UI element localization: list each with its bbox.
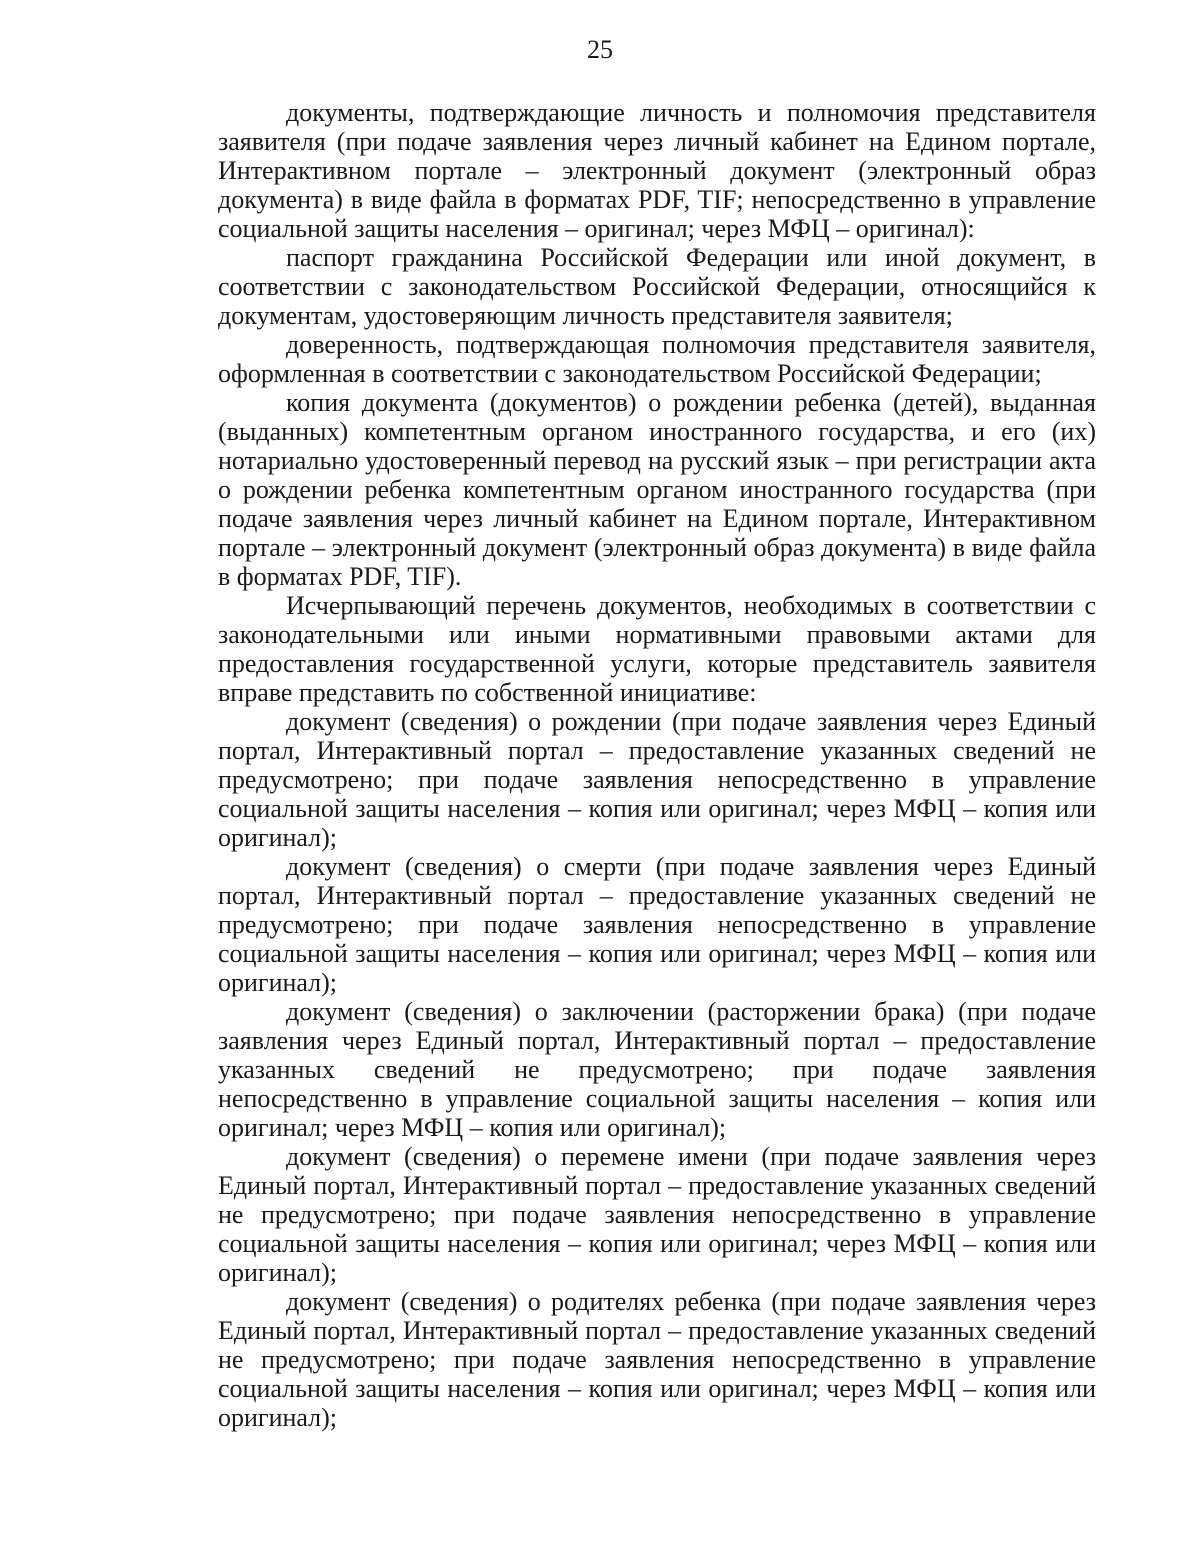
paragraph: документ (сведения) о родителях ребенка (при подаче заявления через Единый портал, Интерактивный портал – предоставление указанных сведений не предусмотрено; при подаче заявления непосредственно в управление социальной защиты населения – копия или оригинал; через МФЦ – копия или оригинал); [218, 1287, 1096, 1432]
document-body [218, 98, 1096, 1432]
paragraph: документ (сведения) о заключении (расторжении брака) (при подаче заявления через Единый портал, Интерактивный портал – предоставление указанных сведений не предусмотрено; при подаче заявления непосредственно в управление социальной защиты населения – копия или оригинал; через МФЦ – копия или оригинал); [218, 997, 1096, 1142]
paragraph: документы, подтверждающие личность и полномочия представителя заявителя (при подаче заявления через личный кабинет на Едином портале, Интерактивном портале – электронный документ (электронный образ документа) в виде файла в форматах PDF, TIF; непосредственно в управление социальной защиты населения – оригинал; через МФЦ – оригинал): [218, 98, 1096, 243]
paragraph: документ (сведения) о рождении (при подаче заявления через Единый портал, Интерактивный портал – предоставление указанных сведений не предусмотрено; при подаче заявления непосредственно в управление социальной защиты населения – копия или оригинал; через МФЦ – копия или оригинал); [218, 707, 1096, 852]
paragraph: документ (сведения) о смерти (при подаче заявления через Единый портал, Интерактивный портал – предоставление указанных сведений не предусмотрено; при подаче заявления непосредственно в управление социальной защиты населения – копия или оригинал; через МФЦ – копия или оригинал); [218, 852, 1096, 997]
paragraph: копия документа (документов) о рождении ребенка (детей), выданная (выданных) компетентным органом иностранного государства, и его (их) нотариально удостоверенный перевод на русский язык – при регистрации акта о рождении ребенка компетентным органом иностранного государства (при подаче заявления через личный кабинет на Едином портале, Интерактивном портале – электронный документ (электронный образ документа) в виде файла в форматах PDF, TIF). [218, 388, 1096, 591]
paragraph: документ (сведения) о перемене имени (при подаче заявления через Единый портал, Интерактивный портал – предоставление указанных сведений не предусмотрено; при подаче заявления непосредственно в управление социальной защиты населения – копия или оригинал; через МФЦ – копия или оригинал); [218, 1142, 1096, 1287]
paragraph: доверенность, подтверждающая полномочия представителя заявителя, оформленная в соответствии с законодательством Российской Федерации; [218, 330, 1096, 388]
paragraph: Исчерпывающий перечень документов, необходимых в соответствии с законодательными или иными нормативными правовыми актами для предоставления государственной услуги, которые представитель заявителя вправе представить по собственной инициативе: [218, 591, 1096, 707]
page-number: 25 [587, 35, 613, 64]
paragraph: паспорт гражданина Российской Федерации или иной документ, в соответствии с законодательством Российской Федерации, относящийся к документам, удостоверяющим личность представителя заявителя; [218, 243, 1096, 330]
